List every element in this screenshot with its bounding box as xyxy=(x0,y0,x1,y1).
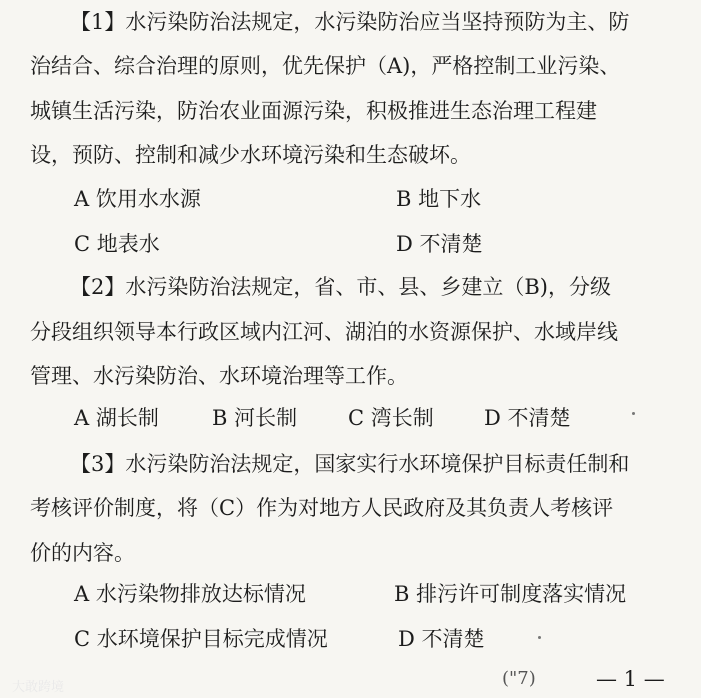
question-3-option-c: C 水环境保护目标完成情况 xyxy=(74,627,328,651)
question-1-option-b: B 地下水 xyxy=(396,187,482,211)
question-2-option-c: C 湾长制 xyxy=(348,406,434,430)
question-2-line-2: 分段组织领导本行政区域内江河、湖泊的水资源保护、水域岸线 xyxy=(30,320,618,344)
question-2-line-1: 【2】水污染防治法规定，省、市、县、乡建立（B)，分级 xyxy=(70,275,611,299)
question-3-line-1: 【3】水污染防治法规定，国家实行水环境保护目标责任制和 xyxy=(70,452,630,476)
question-1-line-3: 城镇生活污染，防治农业面源污染，积极推进生态治理工程建 xyxy=(30,99,597,123)
question-1-option-c: C 地表水 xyxy=(74,232,160,256)
watermark: 大敢跨境 xyxy=(12,680,65,695)
question-3-line-2: 考核评价制度，将（C）作为对地方人民政府及其负责人考核评 xyxy=(30,496,614,520)
question-3-option-b: B 排污许可制度落实情况 xyxy=(394,582,627,606)
scan-speck xyxy=(538,636,541,639)
scan-mark: ("7) xyxy=(502,668,536,689)
question-3-option-d: D 不清楚 xyxy=(398,627,485,651)
question-1-line-4: 设，预防、控制和减少水环境污染和生态破坏。 xyxy=(30,143,471,167)
question-1-option-d: D 不清楚 xyxy=(396,232,483,256)
question-3-line-3: 价的内容。 xyxy=(30,541,135,565)
question-1-line-1: 【1】水污染防治法规定，水污染防治应当坚持预防为主、防 xyxy=(70,10,630,34)
scan-speck xyxy=(632,412,635,415)
question-2-option-d: D 不清楚 xyxy=(484,406,571,430)
question-1-option-a: A 饮用水水源 xyxy=(74,187,201,211)
question-2-line-3: 管理、水污染防治、水环境治理等工作。 xyxy=(30,364,408,388)
question-2-option-a: A 湖长制 xyxy=(74,406,159,430)
question-2-option-b: B 河长制 xyxy=(212,406,298,430)
question-3-option-a: A 水污染物排放达标情况 xyxy=(74,582,306,606)
page-number: — 1 — xyxy=(596,667,665,691)
question-1-line-2: 治结合、综合治理的原则，优先保护（A)，严格控制工业污染、 xyxy=(30,54,621,78)
